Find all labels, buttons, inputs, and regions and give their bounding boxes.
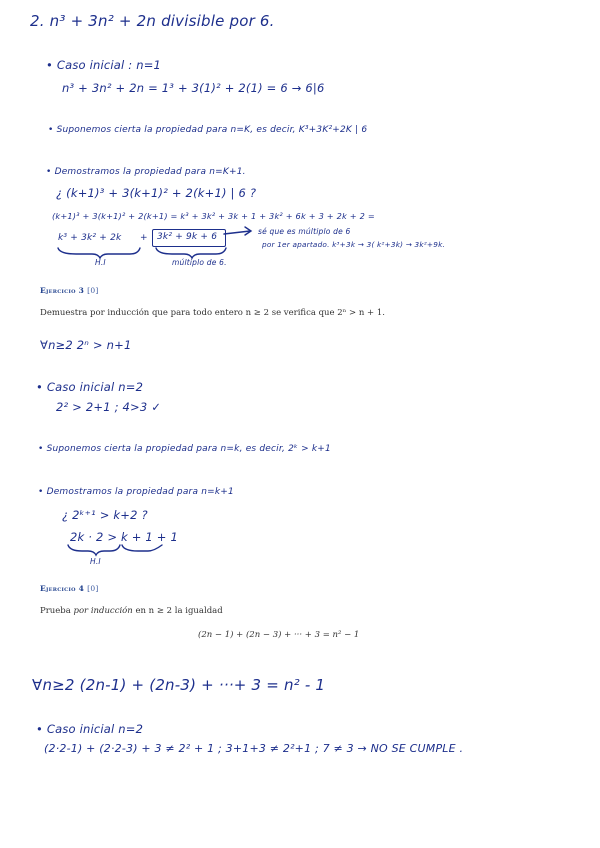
problem-3-forall: ∀n≥2 2ⁿ > n+1 [40, 338, 132, 352]
base-case-calc: n³ + 3n² + 2n = 1³ + 3(1)² + 2(1) = 6 → 6|6 [62, 81, 325, 95]
induction-step-expansion: (k+1)³ + 3(k+1)² + 2(k+1) = k³ + 3k² + 3k + 1 + 3k² + 6k + 3 + 2k + 2 = [52, 211, 375, 221]
exercise-4-heading [40, 584, 99, 593]
plus-sign: + [140, 233, 148, 243]
exercise-4-points: [0] [87, 584, 99, 593]
problem-4-base-calc: (2·2-1) + (2·2-3) + 3 ≠ 2² + 1 ; 3+1+3 ≠ 2²+1 ; 7 ≠ 3 → NO SE CUMPLE . [44, 742, 464, 755]
exercise-4-statement-pre: Prueba [40, 606, 74, 616]
base-case-label: • Caso inicial : n=1 [46, 58, 162, 72]
problem-3-base-label: • Caso inicial n=2 [36, 380, 144, 394]
exercise-4-equation: (2n − 1) + (2n − 3) + ··· + 3 = n² − 1 [198, 630, 360, 640]
problem-3-hypothesis: • Suponemos cierta la propiedad para n=k, es decir, 2ᵏ > k+1 [38, 444, 331, 454]
note-known-multiple: sé que es múltiplo de 6 [258, 227, 351, 236]
problem-2-title: 2. n³ + 3n² + 2n divisible por 6. [30, 12, 275, 30]
induction-step-question: ¿ (k+1)³ + 3(k+1)² + 2(k+1) | 6 ? [56, 186, 257, 200]
exercise-4-statement-em: por inducción [73, 606, 133, 616]
exercise-4-statement-post: en n ≥ 2 la igualdad [132, 606, 223, 616]
problem-3-step-question: ¿ 2ᵏ⁺¹ > k+2 ? [62, 508, 148, 522]
induction-step-label: • Demostramos la propiedad para n=K+1. [46, 167, 246, 177]
induction-hypothesis: • Suponemos cierta la propiedad para n=K, es decir, K³+3K²+2K | 6 [48, 125, 368, 135]
exercise-4-title: Ejercicio 4 [40, 584, 85, 593]
multiple-of-six-label: múltiplo de 6. [172, 258, 227, 267]
exercise-3-heading [40, 286, 99, 295]
problem-4-forall: ∀n≥2 (2n-1) + (2n-3) + ···+ 3 = n² - 1 [32, 676, 326, 694]
exercise-3-title: Ejercicio 3 [40, 286, 85, 295]
exercise-3-points: [0] [87, 286, 99, 295]
underbrace-icon [66, 543, 166, 557]
arrow-icon [224, 226, 254, 238]
exercise-3-statement: Demuestra por inducción que para todo entero n ≥ 2 se verifica que 2ⁿ > n + 1. [40, 308, 385, 318]
hi-label: H.I [95, 258, 106, 267]
note-first-part: por 1er apartado. k³+3k → 3( k²+3k) → 3k²+9k. [262, 240, 446, 249]
problem-3-step-inequality: 2k · 2 > k + 1 + 1 [70, 530, 178, 544]
exercise-4-statement [40, 606, 223, 616]
problem-3-step-label: • Demostramos la propiedad para n=k+1 [38, 487, 234, 497]
boxed-term-hypothesis: k³ + 3k² + 2k [58, 233, 122, 243]
problem-3-hi-label: H.I [90, 557, 101, 566]
boxed-term-multiple: 3k² + 9k + 6 [157, 232, 218, 242]
problem-3-base-calc: 2² > 2+1 ; 4>3 ✓ [56, 400, 162, 414]
problem-4-base-label: • Caso inicial n=2 [36, 722, 144, 736]
